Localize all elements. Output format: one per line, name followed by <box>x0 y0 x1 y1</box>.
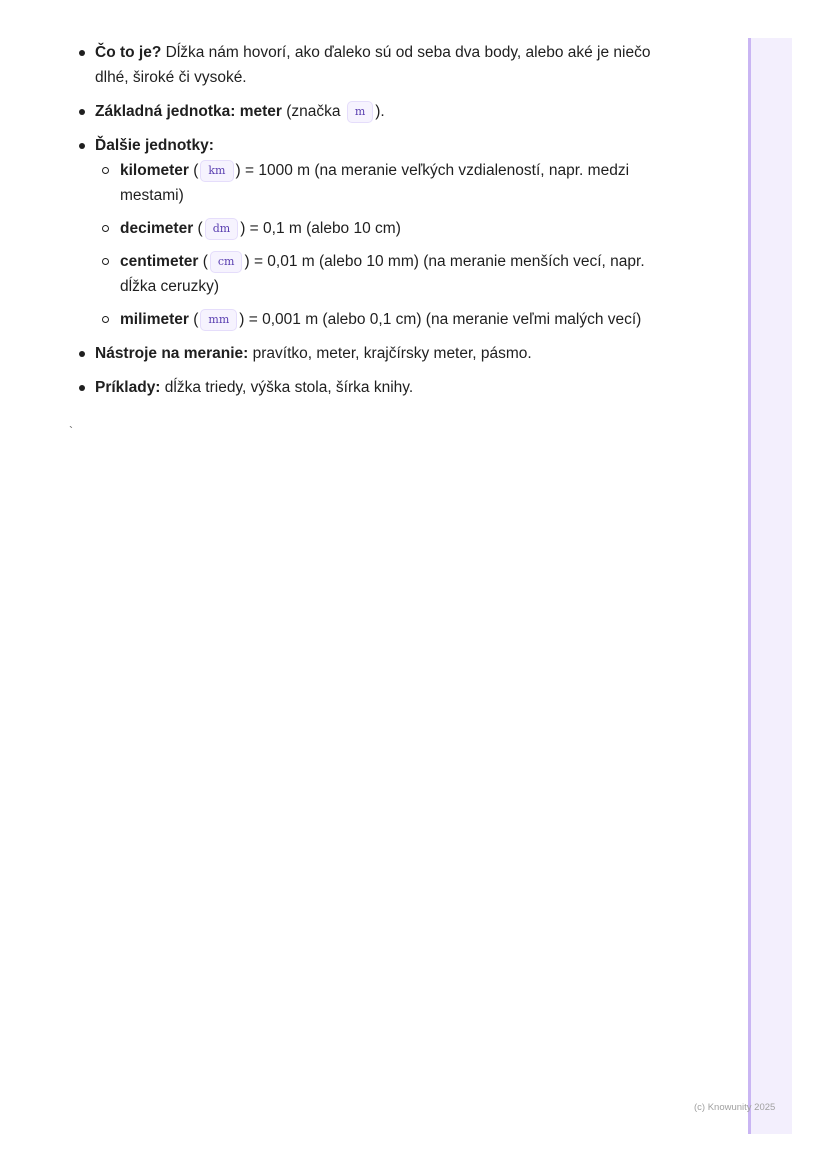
unit-name: kilometer <box>120 162 189 179</box>
item-label: Nástroje na meranie: <box>95 345 249 362</box>
list-item-base-unit <box>78 99 678 124</box>
bullet-icon <box>79 143 85 149</box>
item-text: Dĺžka nám hovorí, ako ďaleko sú od seba dva body, alebo aké je niečo dlhé, široké či vysoké. <box>95 44 651 86</box>
unit-text: = 0,001 m (alebo 0,1 cm) (na meranie veľmi malých vecí) <box>244 311 642 328</box>
sidebar-accent-line <box>748 38 751 1134</box>
item-text: pravítko, meter, krajčírsky meter, pásmo. <box>248 345 532 362</box>
bullet-icon <box>79 50 85 56</box>
unit-item-milimeter: milimeter ( mm ) = 0,001 m (alebo 0,1 cm) (na meranie veľmi malých vecí) <box>95 307 678 332</box>
item-text: ). <box>375 103 385 120</box>
unit-text: = 1000 m (na meranie veľkých vzdialeností, napr. medzi mestami) <box>120 162 630 204</box>
unit-code: km <box>200 160 233 182</box>
unit-code: mm <box>200 309 237 331</box>
list-item-examples <box>78 375 678 400</box>
unit-item-kilometer: kilometer ( km ) = 1000 m (na meranie veľkých vzdialeností, napr. medzi mestami) <box>95 158 678 208</box>
unit-text: = 0,1 m (alebo 10 cm) <box>245 220 401 237</box>
sidebar-panel <box>750 38 792 1134</box>
circle-bullet-icon <box>102 258 109 265</box>
unit-name: decimeter <box>120 220 194 237</box>
unit-item-decimeter: decimeter ( dm ) = 0,1 m (alebo 10 cm) <box>95 216 678 241</box>
list-item-other-units <box>78 133 678 332</box>
stray-mark: ` <box>69 424 73 438</box>
unit-code: cm <box>210 251 243 273</box>
item-text: (značka <box>281 103 345 120</box>
list-item-tools <box>78 341 678 366</box>
unit-text: = 0,01 m (alebo 10 mm) (na meranie menších vecí, napr. dĺžka ceruzky) <box>120 253 645 295</box>
circle-bullet-icon <box>102 167 109 174</box>
item-label: Základná jednotka: <box>95 103 236 120</box>
list-item-definition <box>78 40 678 90</box>
bullet-icon <box>79 351 85 357</box>
circle-bullet-icon <box>102 316 109 323</box>
bullet-icon <box>79 385 85 391</box>
unit-name: centimeter <box>120 253 199 270</box>
units-list <box>95 158 678 332</box>
item-label: Príklady: <box>95 379 161 396</box>
unit-code: dm <box>205 218 238 240</box>
bullet-icon <box>79 109 85 115</box>
item-term: meter <box>235 103 282 120</box>
main-list <box>78 40 678 400</box>
unit-code: m <box>347 101 373 123</box>
item-label: Ďalšie jednotky: <box>95 137 214 154</box>
document-content <box>78 40 678 409</box>
unit-name: milimeter <box>120 311 189 328</box>
circle-bullet-icon <box>102 225 109 232</box>
copyright-footer: (c) Knowunity 2025 <box>694 1102 776 1113</box>
item-text: dĺžka triedy, výška stola, šírka knihy. <box>160 379 414 396</box>
item-label: Čo to je? <box>95 44 162 61</box>
unit-item-centimeter: centimeter ( cm ) = 0,01 m (alebo 10 mm) (na meranie menších vecí, napr. dĺžka ceruzky) <box>95 249 678 299</box>
